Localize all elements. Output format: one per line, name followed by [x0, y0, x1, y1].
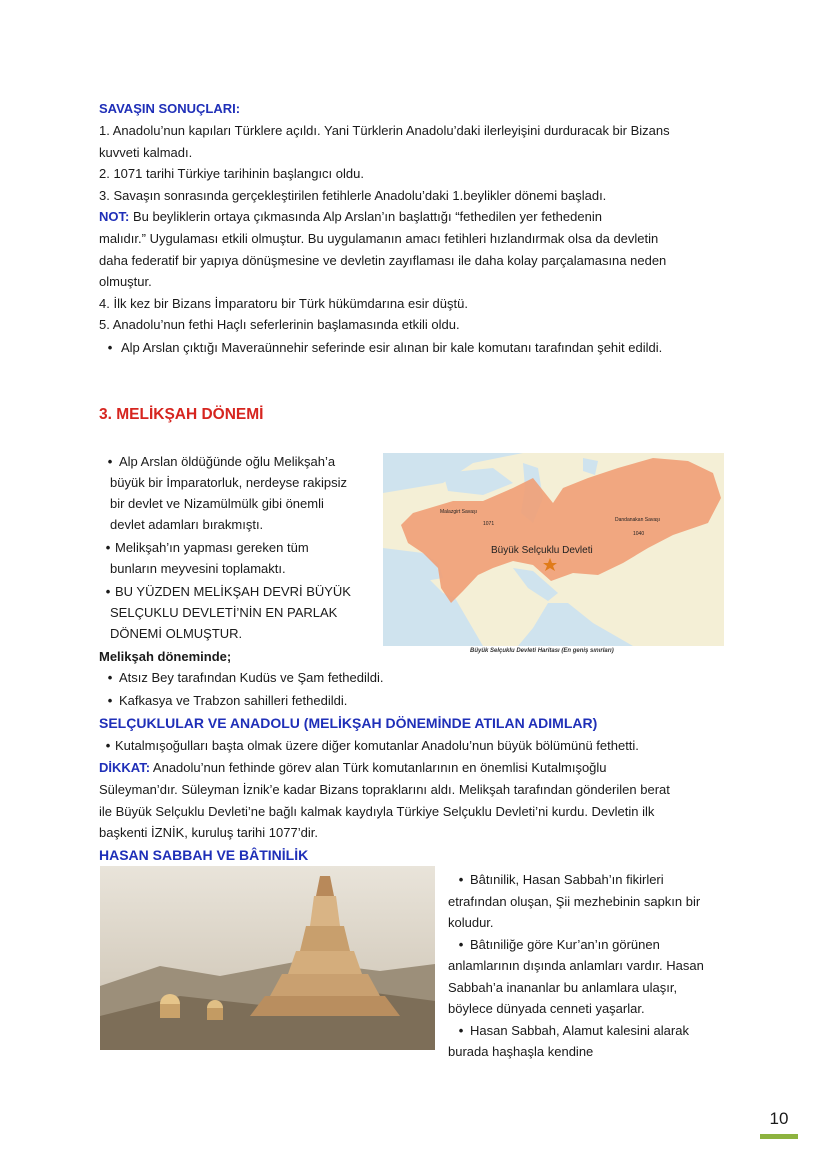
bullet-marker [452, 937, 470, 952]
note-line-1: malıdır.” Uygulaması etkili olmuştur. Bu uygulamanın amacı fetihleri hızlandırmak olsa da devletin [99, 231, 659, 246]
melikshah-intro-4: devlet adamları bırakmıştı. [110, 517, 264, 532]
melikshah-second-1 [101, 539, 309, 557]
note-line-2: daha federatif bir yapıya dönüşmesine ve devletin zayıflaması ile daha kolay parçalamasına neden [99, 253, 667, 268]
page-number: 10 [769, 1109, 789, 1128]
period-item-text: Kafkasya ve Trabzon sahilleri fethedildi. [119, 693, 348, 708]
anatolia-heading: SELÇUKLULAR VE ANADOLU (MELİKŞAH DÖNEMİNDE ATILAN ADIMLAR) [99, 715, 598, 731]
hasan-line-8 [452, 1022, 689, 1040]
melikshah-second-text: Melikşah’ın yapması gereken tüm [115, 540, 309, 555]
bullet-marker [101, 693, 119, 708]
map-label-malazgirt: Malazgirt Savaşı [440, 509, 477, 515]
results-note [99, 208, 602, 226]
period-item-text: Atsız Bey tarafından Kudüs ve Şam fethedildi. [119, 670, 384, 685]
bullet-marker [452, 1023, 470, 1038]
attention-text: Anadolu’nun fethinde görev alan Türk komutanlarının en önemlisi Kutalmışoğlu [150, 760, 607, 775]
map-caption: Büyük Selçuklu Devleti Haritası (En geniş sınırları) [470, 648, 614, 654]
hasan-line-4 [452, 936, 660, 954]
results-line-2: kuvveti kalmadı. [99, 145, 193, 160]
map-label-1040: 1040 [633, 531, 645, 537]
hasan-line-text: Bâtıniliğe göre Kur’an’ın görünen [470, 937, 660, 952]
alamut-castle-image [100, 866, 435, 1050]
map-label-1071: 1071 [483, 521, 495, 527]
attention-label: DİKKAT: [99, 760, 151, 775]
seljuk-map [383, 453, 724, 646]
results-bullet-text: Alp Arslan çıktığı Maveraünnehir seferinde esir alınan bir kale komutanı tarafından şehit edildi. [121, 340, 663, 355]
page-number-bar [760, 1134, 798, 1139]
hasan-line-2: etrafından oluşan, Şii mezhebinin sapkın bir [448, 894, 701, 909]
note-line-3: olmuştur. [99, 274, 152, 289]
bullet-marker [452, 872, 470, 887]
results-bullet [101, 339, 662, 357]
melikshah-second-2: bunların meyvesini toplamaktı. [110, 561, 286, 576]
attention-line-4: başkenti İZNİK, kuruluş tarihi 1077’dir. [99, 825, 318, 840]
melikshah-intro-2: büyük bir İmparatorluk, nerdeyse rakipsiz [110, 475, 347, 490]
anatolia-bullet-text: Kutalmışoğulları başta olmak üzere diğer komutanlar Anadolu’nun büyük bölümünü fethetti. [115, 738, 639, 753]
map-label-dandanakan: Dandanakan Savaşı [615, 517, 661, 523]
attention-line-3: ile Büyük Selçuklu Devleti’ne bağlı kalmak kaydıyla Türkiye Selçuklu Devleti’ni kurdu. Devletin ilk [99, 804, 655, 819]
castle-base [250, 996, 400, 1016]
castle-illustration [100, 866, 435, 1050]
castle-tier-2 [288, 951, 362, 974]
bullet-marker [101, 670, 119, 685]
castle-tier-3 [300, 926, 350, 951]
castle-tier-4 [310, 896, 340, 926]
results-line-4: 3. Savaşın sonrasında gerçekleştirilen fetihlerle Anadolu’daki 1.beylikler dönemi başladı. [99, 188, 607, 203]
bullet-marker: • [105, 584, 111, 599]
note-label: NOT: [99, 209, 130, 224]
castle-tier-1 [270, 974, 380, 996]
melikshah-third-1 [101, 583, 351, 601]
hasan-line-1 [452, 871, 664, 889]
results-line-3: 2. 1071 tarihi Türkiye tarihinin başlangıcı oldu. [99, 166, 364, 181]
attention-line-2: Süleyman’dır. Süleyman İznik’e kadar Bizans topraklarını aldı. Melikşah tarafından gönderilen berat [99, 782, 670, 797]
anatolia-bullet [101, 737, 639, 755]
hasan-line-5: anlamlarının dışında anlamları vardır. Hasan [448, 958, 704, 973]
hasan-line-6: Sabbah’a inananlar bu anlamlara ulaşır, [448, 980, 678, 995]
melikshah-third-text: BU YÜZDEN MELİKŞAH DEVRİ BÜYÜK [115, 584, 351, 599]
dome-left-base [160, 1004, 180, 1018]
results-line-1: 1. Anadolu’nun kapıları Türklere açıldı. Yani Türklerin Anadolu’daki ilerleyişini durduracak bir Bizans [99, 123, 670, 138]
melikshah-intro-1 [101, 453, 335, 471]
attention-line [99, 759, 607, 777]
period-item-1 [101, 669, 383, 687]
seljuk-map-graphic [383, 453, 724, 646]
melikshah-third-2: SELÇUKLU DEVLETİ’NİN EN PARLAK [110, 605, 338, 620]
hasan-line-9: burada haşhaşla kendine [448, 1044, 594, 1059]
melikshah-intro-3: bir devlet ve Nizamülmülk gibi önemli [110, 496, 324, 511]
melikshah-third-3: DÖNEMİ OLMUŞTUR. [110, 626, 243, 641]
bullet-marker [101, 454, 119, 469]
hasan-line-text: Bâtınilik, Hasan Sabbah’ın fikirleri [470, 872, 664, 887]
note-text: Bu beyliklerin ortaya çıkmasında Alp Arslan’ın başlattığı “fethedilen yer fethedenin [129, 209, 602, 224]
melikshah-intro-text: Alp Arslan öldüğünde oğlu Melikşah’a [119, 454, 336, 469]
map-label-main: Büyük Selçuklu Devleti [491, 545, 593, 556]
hasan-line-7: böylece dünyada cenneti yaşarlar. [448, 1001, 645, 1016]
dome-right-base [207, 1008, 223, 1020]
bullet-marker: • [105, 540, 111, 555]
melikshah-heading: 3. MELİKŞAH DÖNEMİ [99, 406, 264, 423]
results-line-6: 5. Anadolu’nun fethi Haçlı seferlerinin başlamasında etkili oldu. [99, 317, 460, 332]
results-heading: SAVAŞIN SONUÇLARI: [99, 101, 241, 116]
bullet-marker: • [105, 738, 111, 753]
period-item-2 [101, 692, 347, 710]
results-line-5: 4. İlk kez bir Bizans İmparatoru bir Türk hükümdarına esir düştü. [99, 296, 468, 311]
hasan-heading: HASAN SABBAH VE BÂTINİLİK [99, 847, 309, 863]
period-label: Melikşah döneminde; [99, 649, 232, 664]
hasan-line-3: koludur. [448, 915, 494, 930]
hasan-line-text: Hasan Sabbah, Alamut kalesini alarak [470, 1023, 689, 1038]
bullet-marker [101, 340, 119, 355]
